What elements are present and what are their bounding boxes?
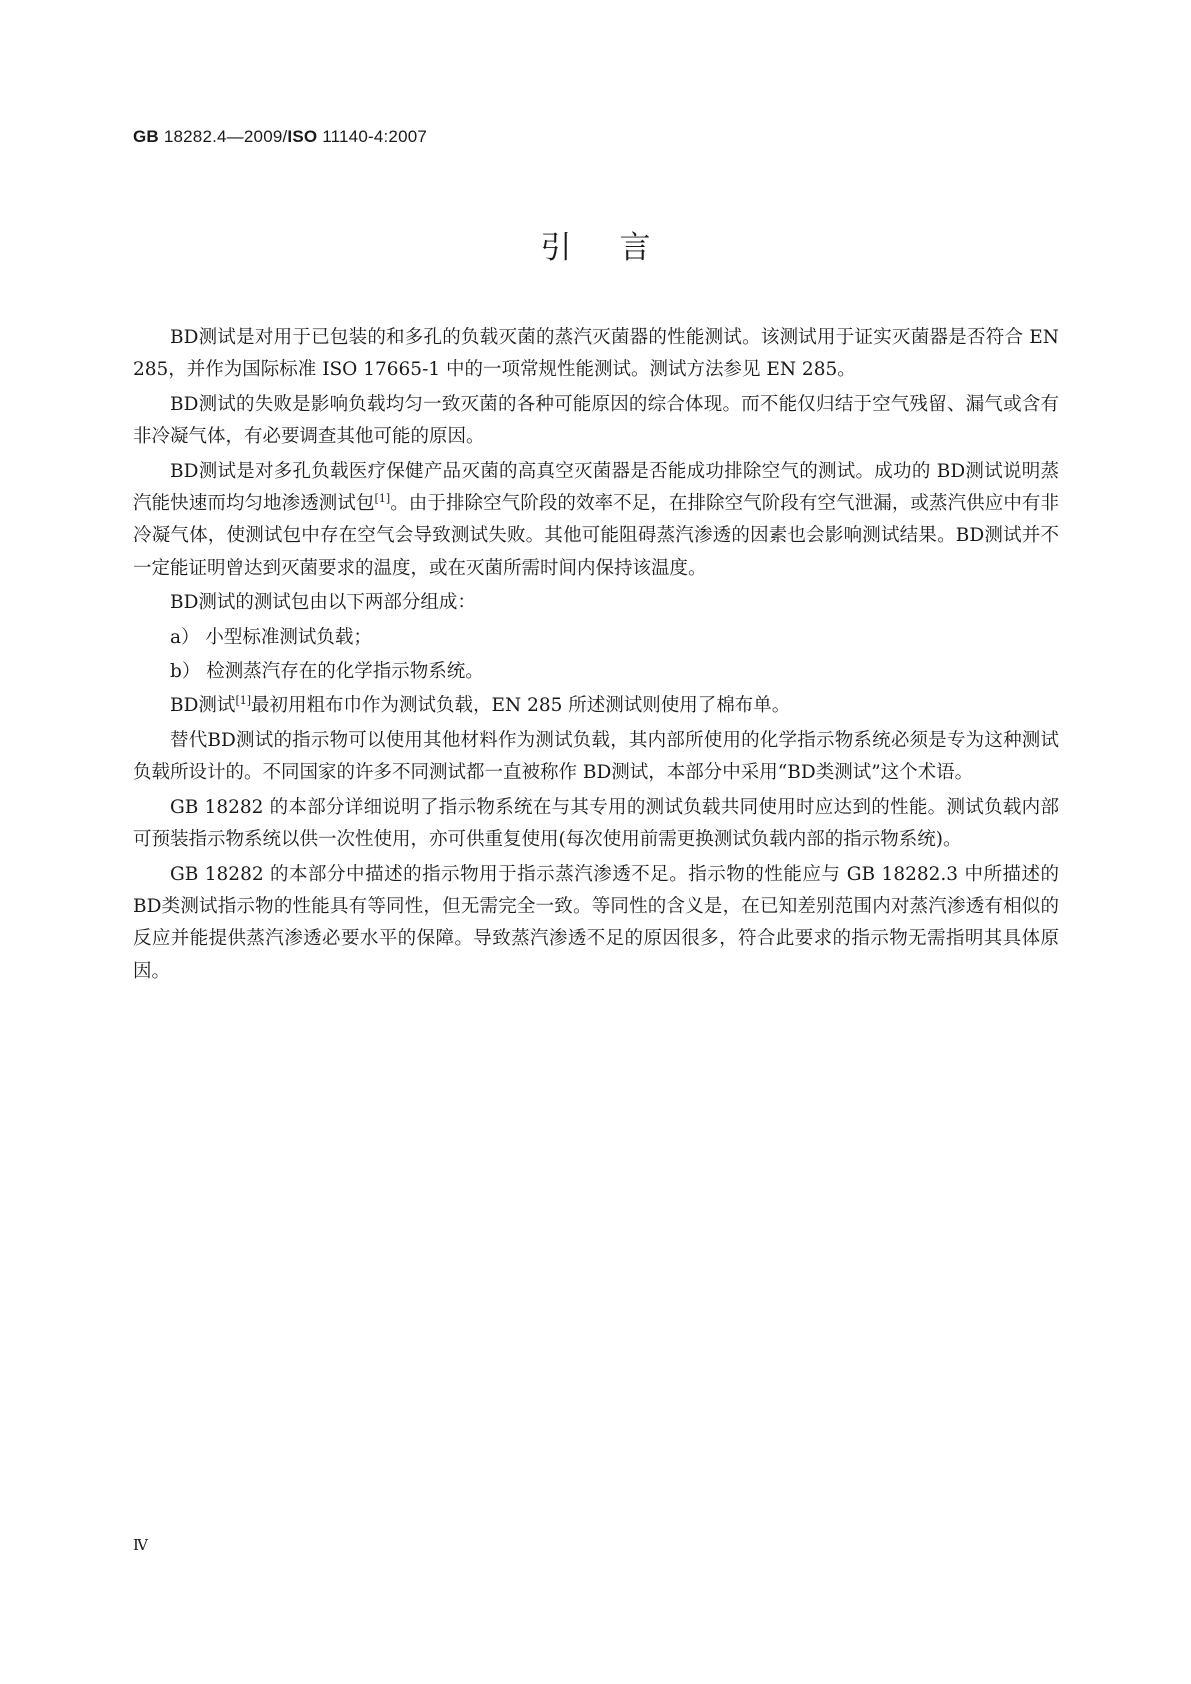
standard-number-gb: 18282.4—2009/ — [158, 127, 288, 146]
paragraph-5-text-b: 最初用粗布巾作为测试负载，EN 285 所述测试则使用了棉布单。 — [251, 695, 791, 717]
paragraph-1: BD测试是对用于已包装的和多孔的负载灭菌的蒸汽灭菌器的性能测试。该测试用于证实灭菌器是否符合 EN 285，并作为国际标准 ISO 17665-1 中的一项常规性能测试。测试方法参见 EN 285。 — [133, 327, 1059, 381]
paragraph-7: GB 18282 的本部分详细说明了指示物系统在与其专用的测试负载共同使用时应达到的性能。测试负载内部可预装指示物系统以供一次性使用，亦可供重复使用(每次使用前需更换测试负载内部的指示物系统)。 — [133, 796, 1059, 851]
paragraph-3 — [133, 456, 1059, 586]
paragraph-3-text-b: 。由于排除空气阶段的效率不足，在排除空气阶段有空气泄漏，或蒸汽供应中有非冷凝气体，使测试包中存在空气会导致测试失败。其他可能阻碍蒸汽渗透的因素也会影响测试结果。BD测试并不一定能证明曾达到灭菌要求的温度，或在灭菌所需时间内保持该温度。 — [133, 493, 1059, 579]
paragraph-5-text-a: BD测试 — [170, 695, 236, 717]
page-title: 引言 — [540, 230, 699, 266]
standard-header — [133, 127, 427, 147]
standard-prefix-iso: ISO — [287, 127, 318, 146]
standard-number-iso: 11140-4:2007 — [317, 127, 428, 146]
standard-prefix-gb: GB — [133, 127, 159, 146]
paragraph-5 — [133, 690, 1059, 722]
document-body — [133, 322, 1059, 990]
page-number: Ⅳ — [133, 1536, 148, 1554]
paragraph-4: BD测试的测试包由以下两部分组成： — [170, 592, 476, 614]
list-item-b: b） 检测蒸汽存在的化学指示物系统。 — [170, 661, 484, 683]
paragraph-3-text-a: BD测试是对多孔负载医疗保健产品灭菌的高真空灭菌器是否能成功排除空气的测试。成功的 BD测试说明蒸汽能快速而均匀地渗透测试包 — [133, 460, 1059, 515]
citation-reference: [1] — [235, 694, 252, 708]
citation-reference: [1] — [374, 492, 391, 506]
paragraph-8: GB 18282 的本部分中描述的指示物用于指示蒸汽渗透不足。指示物的性能应与 GB 18282.3 中所描述的 BD类测试指示物的性能具有等同性，但无需完全一致。等同性的含义是，在已知差别范围内对蒸汽渗透有相似的反应并能提供蒸汽渗透必要水平的保障。导致蒸汽渗透不足的原因很多，符合此要求的指示物无需指明其具体原因。 — [133, 863, 1059, 982]
paragraph-2: BD测试的失败是影响负载均匀一致灭菌的各种可能原因的综合体现。而不能仅归结于空气残留、漏气或含有非冷凝气体，有必要调查其他可能的原因。 — [133, 393, 1059, 448]
paragraph-6: 替代BD测试的指示物可以使用其他材料作为测试负载，其内部所使用的化学指示物系统必须是专为这种测试负载所设计的。不同国家的许多不同测试都一直被称作 BD测试，本部分中采用“BD类测试”这个术语。 — [133, 729, 1059, 784]
list-item-a: a） 小型标准测试负载； — [170, 626, 372, 648]
